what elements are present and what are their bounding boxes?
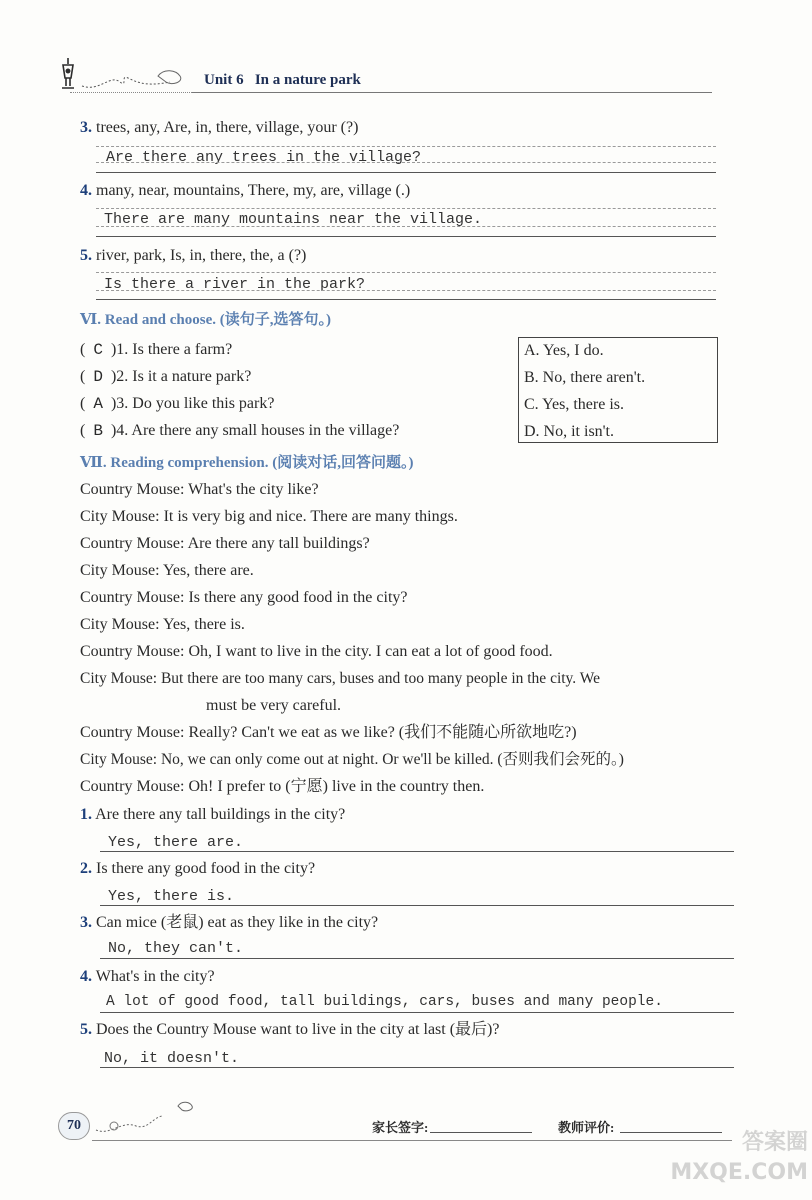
dialogue-line: City Mouse: Yes, there is.	[80, 616, 245, 633]
footer-decoration	[92, 1096, 202, 1136]
page-number-badge	[58, 1112, 90, 1140]
choose-item-3: ( A )3. Do you like this park?	[80, 395, 275, 413]
watermark	[640, 1128, 808, 1194]
header-title	[204, 70, 361, 90]
teacher-eval-label: 教师评价:	[558, 1120, 615, 1135]
answer-line	[96, 146, 716, 147]
parent-sign-label: 家长签字:	[372, 1120, 429, 1135]
choose-item-1: ( C )1. Is there a farm?	[80, 341, 233, 359]
rc-question-4: 4. What's in the city?	[80, 968, 215, 985]
dialogue-line: City Mouse: It is very big and nice. There are many things.	[80, 508, 458, 525]
question-5: 5. river, park, Is, in, there, the, a (?)	[80, 247, 307, 264]
question-4: 4. many, near, mountains, There, my, are, village (.)	[80, 182, 411, 199]
answer-line	[96, 236, 716, 237]
choose-item-2: ( D )2. Is it a nature park?	[80, 368, 252, 386]
header-decoration	[80, 64, 200, 92]
answer-line	[100, 851, 734, 852]
header-unit: Unit 6	[204, 72, 244, 88]
header-rule-dots	[70, 92, 192, 93]
header-topic: In a nature park	[254, 72, 361, 88]
answer-line	[100, 1012, 734, 1013]
option-a: A. Yes, I do.	[524, 342, 604, 359]
header-lamp-icon	[56, 56, 80, 92]
section7-heading: Ⅶ. Reading comprehension. (阅读对话,回答问题。)	[80, 455, 414, 471]
answer-line	[100, 1067, 734, 1068]
header-rule	[192, 92, 712, 93]
dialogue-line: Country Mouse: Really? Can't we eat as we like? (我们不能随心所欲地吃?)	[80, 724, 577, 741]
question-3: 3. trees, any, Are, in, there, village, your (?)	[80, 119, 359, 136]
parent-sign-line[interactable]	[430, 1132, 532, 1133]
dialogue-line: must be very careful.	[206, 697, 342, 714]
answer-line	[100, 905, 734, 906]
options-box	[518, 337, 718, 443]
answer-line	[100, 958, 734, 959]
rc-answer-2: Yes, there is.	[108, 888, 235, 905]
answer-4: There are many mountains near the village.	[104, 211, 483, 228]
dialogue-line: Country Mouse: Is there any good food in the city?	[80, 589, 408, 606]
rc-answer-3: No, they can't.	[108, 940, 244, 957]
choose-item-4: ( B )4. Are there any small houses in the village?	[80, 422, 400, 440]
option-b: B. No, there aren't.	[524, 369, 646, 386]
answer-line	[96, 272, 716, 273]
dialogue-line: Country Mouse: What's the city like?	[80, 481, 319, 498]
dialogue-line: City Mouse: Yes, there are.	[80, 562, 254, 579]
answer-line	[96, 172, 716, 173]
rc-answer-5: No, it doesn't.	[104, 1050, 240, 1067]
answer-line	[96, 299, 716, 300]
answer-line	[96, 290, 716, 291]
answer-5: Is there a river in the park?	[104, 276, 366, 293]
rc-answer-4: A lot of good food, tall buildings, cars, buses and many people.	[106, 994, 663, 1010]
option-d: D. No, it isn't.	[524, 423, 614, 440]
dialogue-line: Country Mouse: Oh! I prefer to (宁愿) live in the country then.	[80, 778, 485, 795]
answer-line	[96, 208, 716, 209]
dialogue-line: Country Mouse: Are there any tall buildings?	[80, 535, 370, 552]
watermark-text: 答案圈 MXQE.COM	[670, 1130, 808, 1185]
option-c: C. Yes, there is.	[524, 396, 625, 413]
section6-heading: Ⅵ. Read and choose. (读句子,选答句。)	[80, 312, 332, 328]
dialogue-line: City Mouse: But there are too many cars, buses and too many people in the city. We	[80, 670, 601, 687]
answer-line	[96, 226, 716, 227]
rc-question-3: 3. Can mice (老鼠) eat as they like in the city?	[80, 914, 379, 931]
page-number: 70	[67, 1118, 81, 1133]
rc-answer-1: Yes, there are.	[108, 834, 244, 851]
rc-question-2: 2. Is there any good food in the city?	[80, 860, 316, 877]
answer-3: Are there any trees in the village?	[106, 149, 422, 166]
rc-question-1: 1. Are there any tall buildings in the city?	[80, 806, 346, 823]
footer-rule	[92, 1140, 732, 1141]
answer-line	[96, 162, 716, 163]
dialogue-line: Country Mouse: Oh, I want to live in the city. I can eat a lot of good food.	[80, 643, 553, 660]
rc-question-5: 5. Does the Country Mouse want to live in the city at last (最后)?	[80, 1021, 500, 1038]
dialogue-line: City Mouse: No, we can only come out at night. Or we'll be killed. (否则我们会死的。)	[80, 751, 624, 768]
